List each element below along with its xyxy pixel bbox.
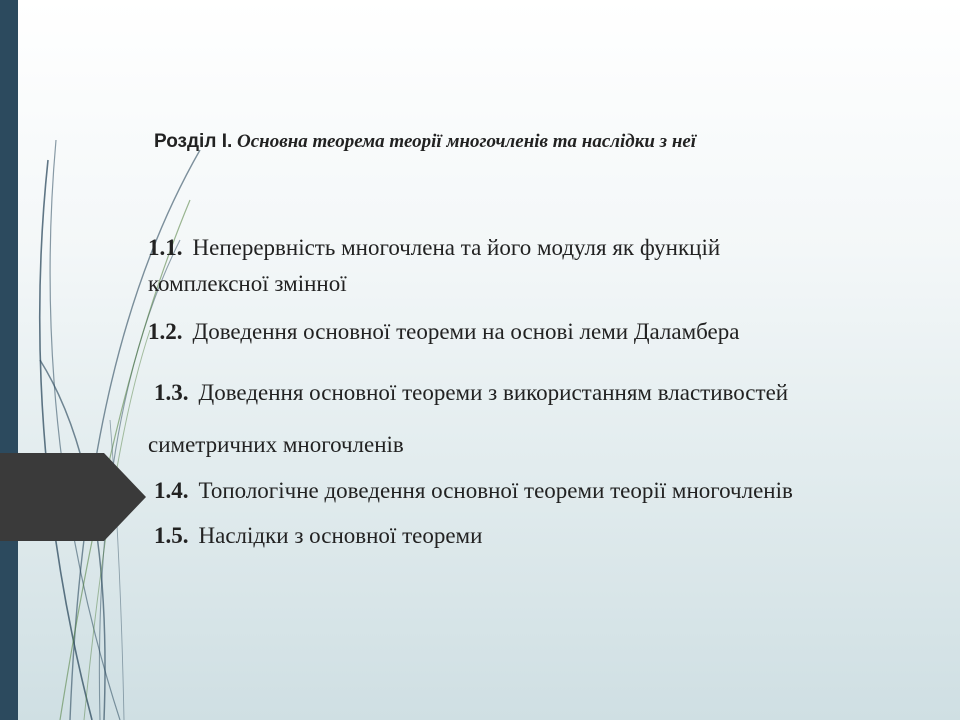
list-item-1-2 (148, 315, 739, 349)
decorative-lines (0, 0, 260, 720)
item-text: комплексної змінної (148, 271, 347, 296)
item-text: Топологічне доведення основної теореми теорії многочленів (198, 478, 793, 503)
item-text: Доведення основної теореми на основі леми Даламбера (192, 319, 740, 344)
item-text: Наслідки з основної теореми (198, 523, 483, 548)
item-number: 1.4. (154, 478, 189, 503)
arrow-tab-decoration (0, 453, 150, 541)
section-name: Основна теорема теорії многочленів та наслідки з неї (237, 131, 697, 152)
item-text: Неперервність многочлена та його модуля як функцій (192, 235, 721, 260)
item-number: 1.3. (154, 380, 189, 405)
list-item-1-3 (154, 376, 788, 410)
list-item-1-1 (148, 231, 720, 265)
item-number: 1.2. (148, 319, 183, 344)
item-text: Доведення основної теореми з використанням властивостей (198, 380, 789, 405)
section-heading (154, 131, 696, 153)
list-item-1-3-continuation (148, 428, 404, 462)
section-label: Розділ I. (154, 131, 233, 152)
item-number: 1.5. (154, 523, 189, 548)
list-item-1-1-continuation (148, 267, 347, 301)
list-item-1-4 (154, 474, 793, 508)
item-text: симетричних многочленів (148, 432, 404, 457)
list-item-1-5 (154, 519, 482, 553)
item-number: 1.1. (148, 235, 183, 260)
